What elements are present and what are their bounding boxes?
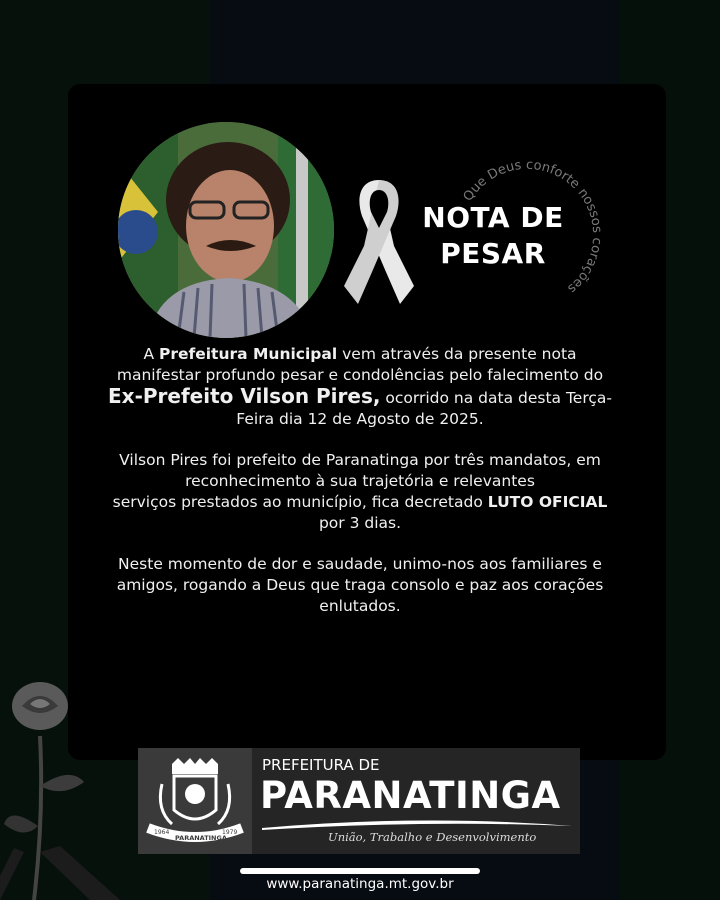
arc-caption-path: Que Deus conforte nossos corações [460, 157, 605, 297]
crest-year-left: 1964 [154, 829, 170, 836]
arc-caption-text [461, 158, 605, 296]
arc-caption [440, 140, 620, 320]
title-line-2: PESAR [440, 237, 546, 270]
p1-text-3: ocorrido na data desta Terça-Feira dia 12 de Agosto de 2025. [236, 389, 612, 428]
rose-icon [0, 676, 120, 900]
crest-year-right: 1979 [222, 829, 238, 836]
municipal-logo-panel [138, 748, 580, 854]
url-divider [240, 868, 480, 874]
p2-text-3: por 3 dias. [318, 514, 402, 532]
p1-text-2: vem através da presente nota manifestar profundo pesar e condolências pelo falecimento do [116, 345, 604, 384]
paragraph-condolence: Neste momento de dor e saudade, unimo-nos aos familiares e amigos, rogando a Deus que traga consolo e paz aos corações enlutados. [116, 555, 604, 615]
logo-tagline: União, Trabalho e Desenvolvimento [328, 830, 537, 844]
logo-line-prefeitura: PREFEITURA DE [262, 756, 380, 774]
p2-text-2: serviços prestados ao município, fica decretado [112, 493, 488, 511]
paragraph-announcement [100, 344, 620, 430]
portrait-photo [118, 122, 334, 338]
title-line-1: NOTA DE [422, 201, 564, 234]
mourning-ribbon-icon [342, 176, 416, 306]
website-url: www.paranatinga.mt.gov.br [266, 876, 454, 892]
p2-text-1: Vilson Pires foi prefeito de Paranatinga por três mandatos, em reconhecimento à sua trajetória e relevantes [119, 451, 601, 490]
condolence-text [100, 344, 620, 637]
p2-bold-luto: LUTO OFICIAL [487, 493, 608, 511]
p1-bold-name: Ex-Prefeito Vilson Pires, [108, 384, 381, 408]
p1-text-1: A [143, 345, 159, 363]
municipal-crest-icon [142, 754, 248, 850]
crest-panel [138, 748, 252, 854]
crest-name: PARANATINGA [175, 834, 227, 842]
p1-bold-prefeitura: Prefeitura Municipal [158, 345, 338, 363]
logo-line-paranatinga: PARANATINGA [260, 774, 561, 817]
paragraph-tribute [100, 450, 620, 534]
